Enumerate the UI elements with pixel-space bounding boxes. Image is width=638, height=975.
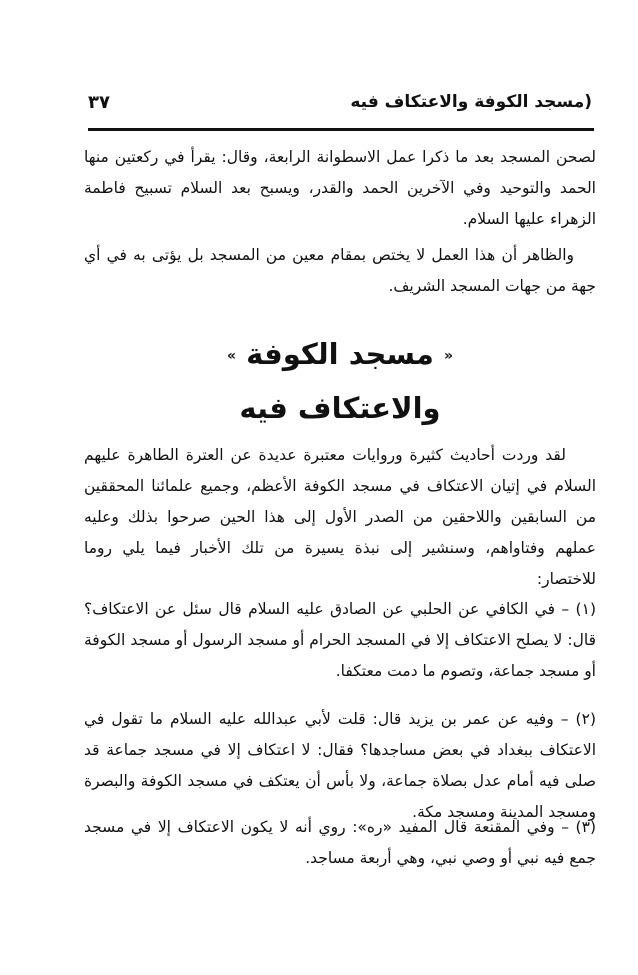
paragraph-hadith-3: (٣) – وفي المقنعة قال المفيد «ره»: روي أنه لا يكون الاعتكاف إلا في مسجد جمع فيه نبي أو وصي نبي، وهي أربعة مساجد. xyxy=(84,818,596,867)
header-rule xyxy=(88,128,594,131)
running-title: (مسجد الكوفة والاعتكاف فيه xyxy=(350,92,592,112)
page-number: ٣٧ xyxy=(88,92,110,113)
section-title-main: مسجد الكوفة xyxy=(246,337,434,371)
paragraph-note: والظاهر أن هذا العمل لا يختص بمقام معين من المسجد بل يؤتى به في أي جهة من جهات المسجد الشريف. xyxy=(84,246,596,295)
page-header xyxy=(88,88,592,120)
paragraph-continuation: لصحن المسجد بعد ما ذكرا عمل الاسطوانة الرابعة، وقال: يقرأ في ركعتين منها الحمد والتوحيد وفي الآخرين الحمد والقدر، ويسبح بعد السلام تسبيح فاطمة الزهراء عليها السلام. xyxy=(84,148,596,228)
section-title-line1 xyxy=(84,334,596,376)
paragraph-hadith-2: (٢) – وفيه عن عمر بن يزيد قال: قلت لأبي عبدالله عليه السلام ما تقول في الاعتكاف ببغداد في بعض مساجدها؟ فقال: لا اعتكاف إلا في مسجد جماعة قد صلى فيه أمام عدل بصلاة جماعة، ولا بأس أن يعتكف في مسجد الكوفة والبصرة ومسجد المدينة ومسجد مكة. xyxy=(84,710,596,821)
paragraph-intro: لقد وردت أحاديث كثيرة وروايات معتبرة عديدة عن العترة الطاهرة عليهم السلام في إتيان الاعتكاف في مسجد الكوفة الأعظم، وجميع علمائنا المحققين من السابقين واللاحقين من الصدر الأول إلى هذا الحين صرحوا بذلك وعليه عملهم وفتاواهم، وسنشير إلى نبذة يسيرة من تلك الأخبار فيما يلي روما للاختصار: xyxy=(84,446,596,588)
quote-open: « xyxy=(443,348,453,364)
quote-close: » xyxy=(227,348,237,364)
paragraph-hadith-1: (١) – في الكافي عن الحلبي عن الصادق عليه السلام قال سئل عن الاعتكاف؟ قال: لا يصلح الاعتكاف إلا في المسجد الحرام أو مسجد الرسول أو مسجد الكوفة أو مسجد جماعة، وتصوم ما دمت معتكفا. xyxy=(84,600,596,680)
section-title-line2: والاعتكاف فيه xyxy=(239,391,441,425)
